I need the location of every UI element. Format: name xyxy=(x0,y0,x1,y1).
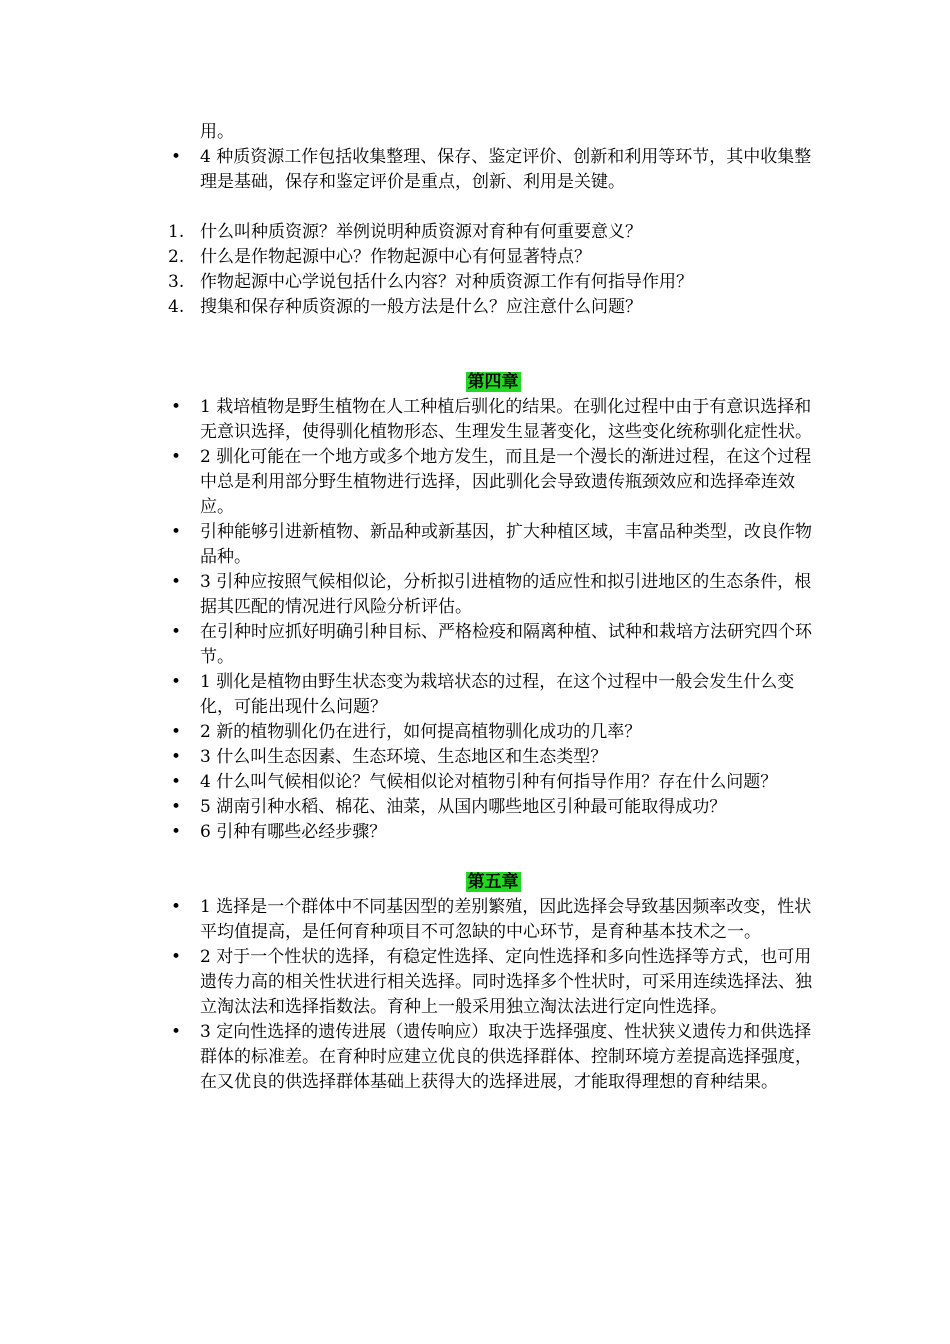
bullet-icon: • xyxy=(171,672,182,692)
document-body xyxy=(168,120,818,1095)
continuation-text: 用。 xyxy=(200,122,234,142)
list-item xyxy=(168,1020,818,1095)
list-item-text: 1 选择是一个群体中不同基因型的差别繁殖，因此选择会导致基因频率改变，性状平均值提高，是任何育种项目不可忽缺的中心环节，是育种基本技术之一。 xyxy=(200,897,812,942)
bullet-icon: • xyxy=(171,622,182,642)
list-item xyxy=(168,770,818,795)
bullet-icon: • xyxy=(171,722,182,742)
list-item xyxy=(168,145,818,195)
list-item-text: 3 引种应按照气候相似论，分析拟引进植物的适应性和拟引进地区的生态条件，根据其匹配的情况进行风险分析评估。 xyxy=(200,572,812,617)
bullet-icon: • xyxy=(171,147,182,167)
list-item-text: 3 什么叫生态因素、生态环境、生态地区和生态类型？ xyxy=(200,747,608,767)
list-item xyxy=(168,720,818,745)
chapter-title: 第四章 xyxy=(467,372,519,392)
list-item-text: 引种能够引进新植物、新品种或新基因，扩大种植区域，丰富品种类型，改良作物品种。 xyxy=(200,522,812,567)
list-item xyxy=(168,670,818,720)
list-item xyxy=(168,445,818,520)
list-item xyxy=(168,895,818,945)
question-number: 3. xyxy=(168,272,185,292)
section-top-list xyxy=(168,145,818,195)
list-item xyxy=(168,945,818,1020)
question-list xyxy=(168,220,818,320)
question-text: 搜集和保存种质资源的一般方法是什么？应注意什么问题？ xyxy=(200,297,642,317)
list-item-text: 5 湖南引种水稻、棉花、油菜，从国内哪些地区引种最可能取得成功？ xyxy=(200,797,727,817)
bullet-icon: • xyxy=(171,822,182,842)
list-item xyxy=(168,520,818,570)
list-item xyxy=(168,820,818,845)
list-item-text: 4 什么叫气候相似论？气候相似论对植物引种有何指导作用？存在什么问题？ xyxy=(200,772,778,792)
bullet-icon: • xyxy=(171,797,182,817)
bullet-icon: • xyxy=(171,947,182,967)
list-item-text: 1 驯化是植物由野生状态变为栽培状态的过程，在这个过程中一般会发生什么变化，可能出现什么问题？ xyxy=(200,672,795,717)
question-text: 作物起源中心学说包括什么内容？对种质资源工作有何指导作用？ xyxy=(200,272,693,292)
list-item-text: 3 定向性选择的遗传进展（遗传响应）取决于选择强度、性状狭义遗传力和供选择群体的标准差。在育种时应建立优良的供选择群体、控制环境方差提高选择强度，在又优良的供选择群体基础上获得大的选择进展，才能取得理想的育种结果。 xyxy=(200,1022,812,1092)
bullet-icon: • xyxy=(171,397,182,417)
chapter5-list xyxy=(168,895,818,1095)
list-item xyxy=(168,795,818,820)
question-item xyxy=(168,220,818,245)
question-number: 2. xyxy=(168,247,185,267)
bullet-icon: • xyxy=(171,572,182,592)
bullet-icon: • xyxy=(171,522,182,542)
list-item-text: 2 对于一个性状的选择，有稳定性选择、定向性选择和多向性选择等方式，也可用遗传力高的相关性状进行相关选择。同时选择多个性状时，可采用连续选择法、独立淘汰法和选择指数法。育种上一般采用独立淘汰法进行定向性选择。 xyxy=(200,947,812,1017)
chapter4-list xyxy=(168,395,818,845)
question-item xyxy=(168,295,818,320)
bullet-icon: • xyxy=(171,447,182,467)
list-item xyxy=(168,745,818,770)
bullet-icon: • xyxy=(171,897,182,917)
chapter-heading xyxy=(168,370,818,395)
list-item-text: 4 种质资源工作包括收集整理、保存、鉴定评价、创新和利用等环节，其中收集整理是基础，保存和鉴定评价是重点，创新、利用是关键。 xyxy=(200,147,812,192)
question-item xyxy=(168,270,818,295)
list-item-text: 在引种时应抓好明确引种目标、严格检疫和隔离种植、试种和栽培方法研究四个环节。 xyxy=(200,622,812,667)
list-item xyxy=(168,620,818,670)
question-number: 1. xyxy=(168,222,185,242)
bullet-icon: • xyxy=(171,772,182,792)
question-text: 什么是作物起源中心？作物起源中心有何显著特点？ xyxy=(200,247,591,267)
list-item xyxy=(168,395,818,445)
question-number: 4. xyxy=(168,297,185,317)
chapter-title: 第五章 xyxy=(467,872,519,892)
list-item-text: 2 驯化可能在一个地方或多个地方发生，而且是一个漫长的渐进过程，在这个过程中总是利用部分野生植物进行选择，因此驯化会导致遗传瓶颈效应和选择牵连效应。 xyxy=(200,447,812,517)
list-item-text: 6 引种有哪些必经步骤？ xyxy=(200,822,387,842)
bullet-icon: • xyxy=(171,1022,182,1042)
bullet-icon: • xyxy=(171,747,182,767)
question-text: 什么叫种质资源？举例说明种质资源对育种有何重要意义？ xyxy=(200,222,642,242)
chapter-heading xyxy=(168,870,818,895)
list-item xyxy=(168,570,818,620)
list-item-text: 1 栽培植物是野生植物在人工种植后驯化的结果。在驯化过程中由于有意识选择和无意识选择，使得驯化植物形态、生理发生显著变化，这些变化统称驯化症性状。 xyxy=(200,397,812,442)
list-item-text: 2 新的植物驯化仍在进行，如何提高植物驯化成功的几率？ xyxy=(200,722,642,742)
question-item xyxy=(168,245,818,270)
